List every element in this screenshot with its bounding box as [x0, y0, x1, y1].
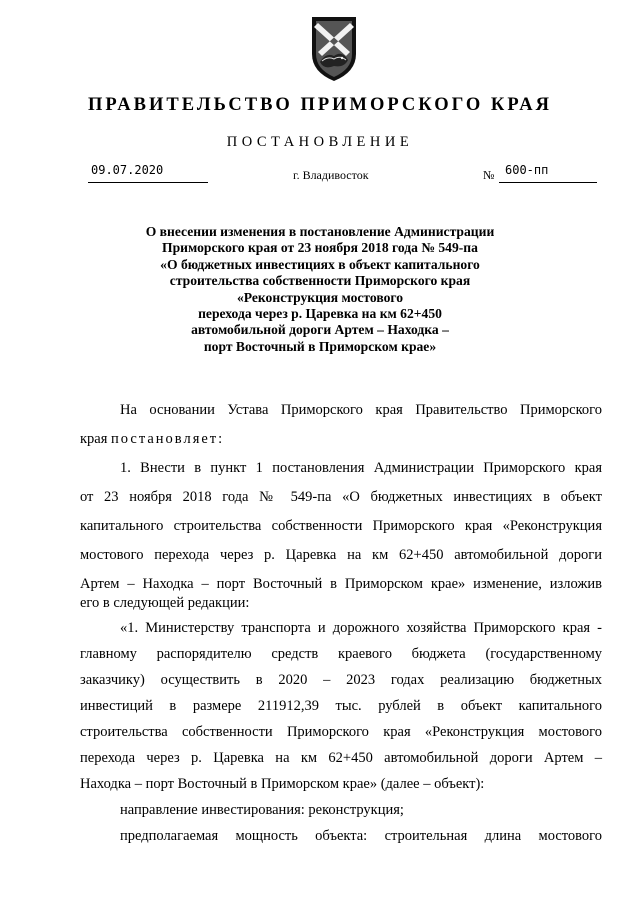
number-sign: № — [483, 168, 495, 182]
body-line: его в следующей редакции: — [80, 595, 250, 611]
document-city: г. Владивосток — [293, 168, 369, 182]
body-line: капитального строительства собственности Приморского края «Реконструкция — [80, 518, 602, 534]
subject-line: строительства собственности Приморского края — [169, 273, 471, 289]
body-line: перехода через р. Царевка на км 62+450 автомобильной дороги Артем – — [80, 750, 602, 766]
document-type: ПОСТАНОВЛЕНИЕ — [226, 134, 414, 150]
subject-line: «О бюджетных инвестициях в объект капитального — [160, 256, 480, 272]
body-line: «1. Министерству транспорта и дорожного хозяйства Приморского края - — [120, 620, 602, 636]
document-date: 09.07.2020 — [91, 163, 164, 177]
resolution-subject — [110, 224, 530, 355]
body-line: от 23 ноября 2018 года № 549-па «О бюджетных инвестициях в объект — [80, 489, 602, 505]
body-line: главному распорядителю средств краевого бюджета (государственному — [80, 646, 602, 662]
body-line — [80, 431, 602, 448]
primorsky-krai-coat-of-arms-icon — [308, 14, 360, 84]
subject-line: «Реконструкция мостового — [236, 289, 404, 305]
body-line: мостового перехода через р. Царевка на км 62+450 автомобильной дороги — [80, 547, 602, 563]
subject-line: перехода через р. Царевка на км 62+450 — [198, 306, 442, 322]
government-title: ПРАВИТЕЛЬСТВО ПРИМОРСКОГО КРАЯ — [87, 95, 552, 115]
body-line: строительства собственности Приморского края «Реконструкция мостового — [80, 724, 602, 740]
subject-line: порт Восточный в Приморском крае» — [203, 338, 437, 354]
subject-line: О внесении изменения в постановление Администрации — [145, 224, 495, 239]
subject-line: Приморского края от 23 ноября 2018 года № 549-па — [162, 240, 478, 256]
document-number-field — [499, 162, 597, 183]
body-line: На основании Устава Приморского края Правительство Приморского — [120, 402, 602, 418]
body-line: Артем – Находка – порт Восточный в Приморском крае» изменение, изложив — [80, 576, 602, 592]
body-line: заказчику) осуществить в 2020 – 2023 годах реализацию бюджетных — [80, 672, 602, 688]
subject-line: автомобильной дороги Артем – Находка – — [191, 322, 449, 338]
body-line: направление инвестирования: реконструкция; — [120, 802, 404, 818]
body-line: Находка – порт Восточный в Приморском крае» (далее – объект): — [80, 776, 485, 792]
postanovlyaet-word: постановляет: — [111, 431, 225, 447]
body-line: 1. Внести в пункт 1 постановления Администрации Приморского края — [120, 460, 602, 476]
body-line-start: края — [80, 431, 112, 447]
body-line: инвестиций в размере 211912,39 тыс. рублей в объект капитального — [80, 698, 602, 714]
document-number: 600-пп — [505, 163, 549, 177]
body-line: предполагаемая мощность объекта: строительная длина мостового — [120, 828, 602, 844]
document-date-field — [88, 162, 208, 183]
